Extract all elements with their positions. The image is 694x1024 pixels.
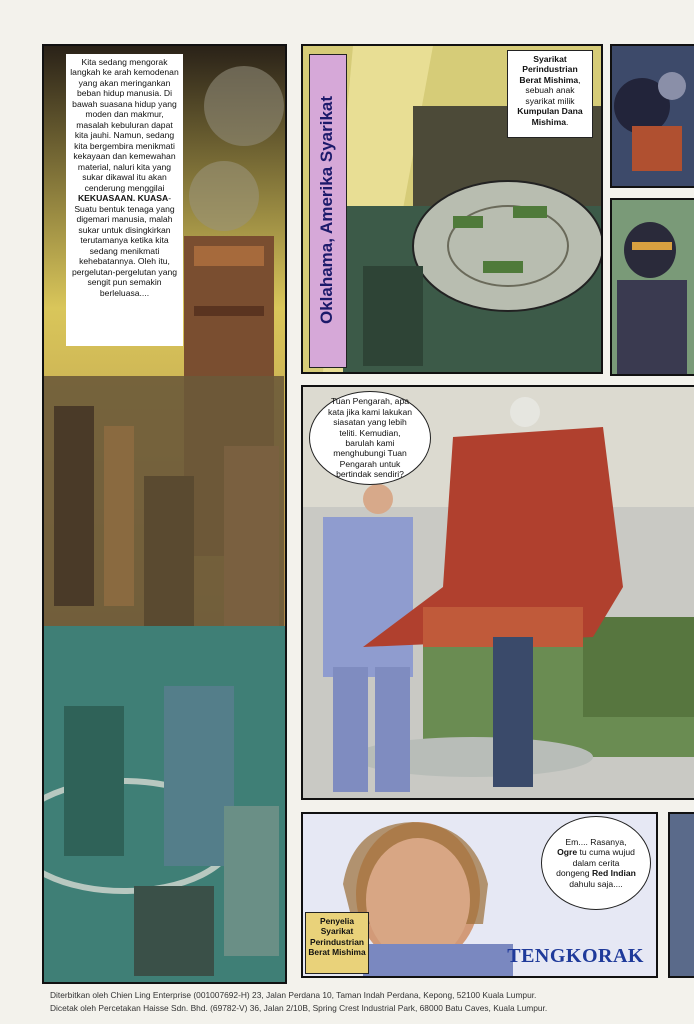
company-caption <box>507 50 593 138</box>
plain-text: dahulu saja.... <box>569 878 623 889</box>
emphasis-text: Kumpulan Dana Mishima <box>517 106 583 127</box>
plain-text: - Suatu bentuk tenaga yang digemari manusia, malah sukar untuk disingkirkan terutamanya ketika kita sedang menikmati kehebatannya. Oleh itu, pergelutan-pergelutan yang sengit pun semakin berleluasa.... <box>71 193 178 298</box>
speech-text <box>556 837 636 889</box>
narration-text <box>70 57 178 298</box>
printer-line: Dicetak oleh Percetakan Haisse Sdn. Bhd. (69782-V) 36, Jalan 2/10B, Spring Crest Industrial Park, 68000 Batu Caves, Kuala Lumpur. <box>50 1003 548 1013</box>
plain-text: , sebuah anak syarikat milik <box>525 74 581 106</box>
character-name: TENGKORAK <box>507 945 644 967</box>
company-caption-text <box>517 54 582 127</box>
sliver-illustration <box>670 814 694 976</box>
emphasis-text: Syarikat Perindustrian Berat Mishima <box>519 54 579 85</box>
plain-text: Kita sedang mengorak langkah ke arah kemodenan yang akan meringankan beban hidup manusia. Di bawah suasana hidup yang moden dan makmur, masalah kebuluran dapat kita jauhi. Namun, sedang kita bergembira menikmati kekayaan dan kemewahan material, naluri kita yang sukar dikawal itu akan cenderung menggilai <box>70 57 179 193</box>
plain-text: tu cuma wujud dalam cerita dongeng <box>556 847 635 879</box>
panel-director <box>301 385 694 800</box>
publisher-line: Diterbitkan oleh Chien Ling Enterprise (001007692-H) 23, Jalan Perdana 10, Taman Indah Perdana, Kepong, 52100 Kuala Lumpur. <box>50 990 537 1000</box>
plain-text: Em.... Rasanya, <box>565 836 627 847</box>
emphasis-text: Ogre <box>557 847 578 858</box>
panel-tengkorak <box>301 812 658 978</box>
robot-illustration <box>612 46 694 186</box>
speech-text: Tuan Pengarah, apa kata jika kami lakukan siasatan yang lebih teliti. Kemudian, barulah kami menghubungi Tuan Pengarah untuk bertindak sendiri? <box>327 396 413 480</box>
emphasis-text: Red Indian <box>591 868 636 879</box>
name-tag-text: Penyelia Syarikat Perindustrian Berat Mishima <box>308 916 366 957</box>
name-tag <box>305 912 369 974</box>
speech-bubble <box>309 391 431 485</box>
panel-city <box>42 44 287 984</box>
narration-box <box>66 54 183 346</box>
emphasis-text: KEKUASAAN. KUASA <box>77 193 169 204</box>
location-text: Oklahama, Amerika Syarikat <box>317 95 336 325</box>
panel-robot-top <box>610 44 694 188</box>
plain-text: . <box>566 116 569 127</box>
panel-helipad <box>301 44 603 374</box>
speech-bubble <box>541 816 651 910</box>
panel-masked-figure <box>610 198 694 376</box>
panel-sliver <box>668 812 694 978</box>
masked-figure-illustration <box>612 200 694 374</box>
